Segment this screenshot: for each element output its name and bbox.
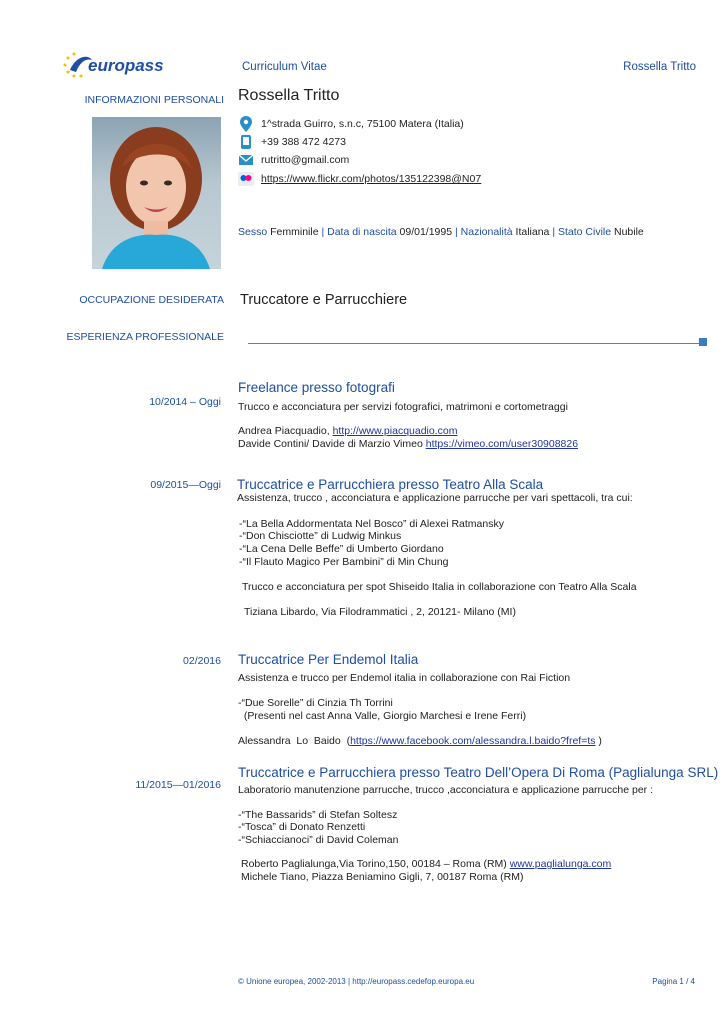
separator: |	[321, 226, 325, 238]
reference-link[interactable]: https://www.facebook.com/alessandra.l.baido?fref=ts	[350, 735, 596, 747]
job-line: Trucco e acconciatura per spot Shiseido Italia in collaborazione con Teatro Alla Scala	[242, 581, 637, 593]
job-date: 11/2015—01/2016	[135, 779, 221, 791]
email-row	[238, 152, 349, 168]
website-row	[238, 171, 481, 187]
job-line: -“La Bella Addormentata Nel Bosco” di Alexei Ratmansky	[239, 518, 504, 530]
footer-copyright: © Unione europea, 2002-2013 | http://europass.cedefop.europa.eu	[238, 977, 475, 986]
birth-label: Data di nascita	[327, 226, 397, 238]
reference-link[interactable]: https://vimeo.com/user30908826	[425, 438, 579, 450]
reference-after: )	[595, 735, 602, 747]
phone-row	[238, 134, 346, 150]
reference-link[interactable]: http://www.piacquadio.com	[332, 425, 458, 437]
civil-value: Nubile	[614, 226, 644, 238]
header-name: Rossella Tritto	[623, 61, 696, 73]
job-title: Truccatrice e Parrucchiera presso Teatro Alla Scala	[237, 477, 544, 492]
location-icon	[238, 116, 254, 132]
separator: |	[455, 226, 458, 238]
reference-name: Davide Contini/ Davide di Marzio Vimeo	[238, 438, 426, 450]
website-link[interactable]: https://www.flickr.com/photos/135122398@N07	[261, 173, 482, 185]
job-line: -“La Cena Delle Beffe” di Umberto Giordano	[239, 543, 444, 555]
doc-title: Curriculum Vitae	[242, 61, 327, 73]
job-title: Truccatrice Per Endemol Italia	[238, 652, 419, 667]
email-icon	[238, 152, 254, 168]
phone-icon	[238, 134, 254, 150]
job-line: -“The Bassarids” di Stefan Soltesz	[238, 809, 398, 821]
job-reference	[241, 858, 611, 871]
reference-name: Alessandra Lo Baido (	[238, 735, 351, 747]
nationality-value: Italiana	[515, 226, 550, 238]
job-reference	[238, 425, 457, 438]
job-date: 02/2016	[183, 655, 221, 667]
job-line: Michele Tiano, Piazza Beniamino Gigli, 7, 00187 Roma (RM)	[241, 871, 524, 883]
job-line: -“Il Flauto Magico Per Bambini” di Min Chung	[239, 556, 449, 568]
occupation-value: Truccatore e Parrucchiere	[240, 292, 408, 308]
nationality-label: Nazionalità	[460, 226, 513, 238]
birth-value: 09/01/1995	[399, 226, 453, 238]
personal-details-line	[238, 226, 644, 239]
email-text[interactable]: rutritto@gmail.com	[261, 154, 350, 166]
job-title: Freelance presso fotografi	[238, 380, 395, 395]
section-rule-end	[699, 338, 707, 346]
flickr-icon	[238, 171, 254, 187]
job-line: Assistenza e trucco per Endemol italia in collaborazione con Rai Fiction	[238, 672, 571, 684]
job-reference	[238, 735, 602, 748]
job-line: Tiziana Libardo, Via Filodrammatici , 2, 20121- Milano (MI)	[244, 606, 516, 618]
job-reference	[238, 438, 578, 451]
job-line: -“Tosca” di Donato Renzetti	[238, 821, 366, 833]
address-row	[238, 116, 464, 132]
phone-text: +39 388 472 4273	[261, 136, 346, 148]
section-label-personal: INFORMAZIONI PERSONALI	[84, 94, 224, 106]
reference-name: Roberto Paglialunga,Via Torino,150, 00184 – Roma (RM)	[241, 858, 510, 870]
job-title: Truccatrice e Parrucchiera presso Teatro Dell’Opera Di Roma (Paglialunga SRL)	[238, 765, 719, 780]
job-date: 09/2015—Oggi	[150, 479, 221, 491]
address-text: 1^strada Guirro, s.n.c, 75100 Matera (Italia)	[261, 118, 464, 130]
job-line: Laboratorio manutenzione parrucche, trucco ,acconciatura e applicazione parrucche per :	[238, 784, 653, 796]
sex-label: Sesso	[238, 226, 268, 238]
job-date: 10/2014 – Oggi	[149, 396, 221, 408]
reference-link[interactable]: www.paglialunga.com	[509, 858, 612, 870]
section-label-experience: ESPERIENZA PROFESSIONALE	[66, 331, 224, 343]
sex-value: Femminile	[270, 226, 319, 238]
section-label-occupation: OCCUPAZIONE DESIDERATA	[79, 294, 224, 306]
section-rule	[248, 343, 700, 344]
job-line: Trucco e acconciatura per servizi fotografici, matrimoni e cortometraggi	[238, 401, 568, 413]
job-line: -“Schiaccianoci” di David Coleman	[238, 834, 399, 846]
reference-name: Andrea Piacquadio,	[238, 425, 333, 437]
job-line: Assistenza, trucco , acconciatura e applicazione parrucche per vari spettacoli, tra cui:	[237, 492, 633, 504]
separator: |	[552, 226, 556, 238]
job-line: (Presenti nel cast Anna Valle, Giorgio Marchesi e Irene Ferri)	[238, 710, 527, 722]
europass-logo	[62, 48, 172, 82]
civil-label: Stato Civile	[557, 226, 612, 238]
logo-text: europass	[88, 56, 164, 75]
footer-page-number: Pagina 1 / 4	[652, 977, 695, 986]
job-line: -“Don Chisciotte” di Ludwig Minkus	[239, 530, 402, 542]
job-line: -“Due Sorelle” di Cinzia Th Torrini	[238, 697, 393, 709]
candidate-name: Rossella Tritto	[238, 87, 340, 104]
profile-photo	[92, 117, 221, 269]
